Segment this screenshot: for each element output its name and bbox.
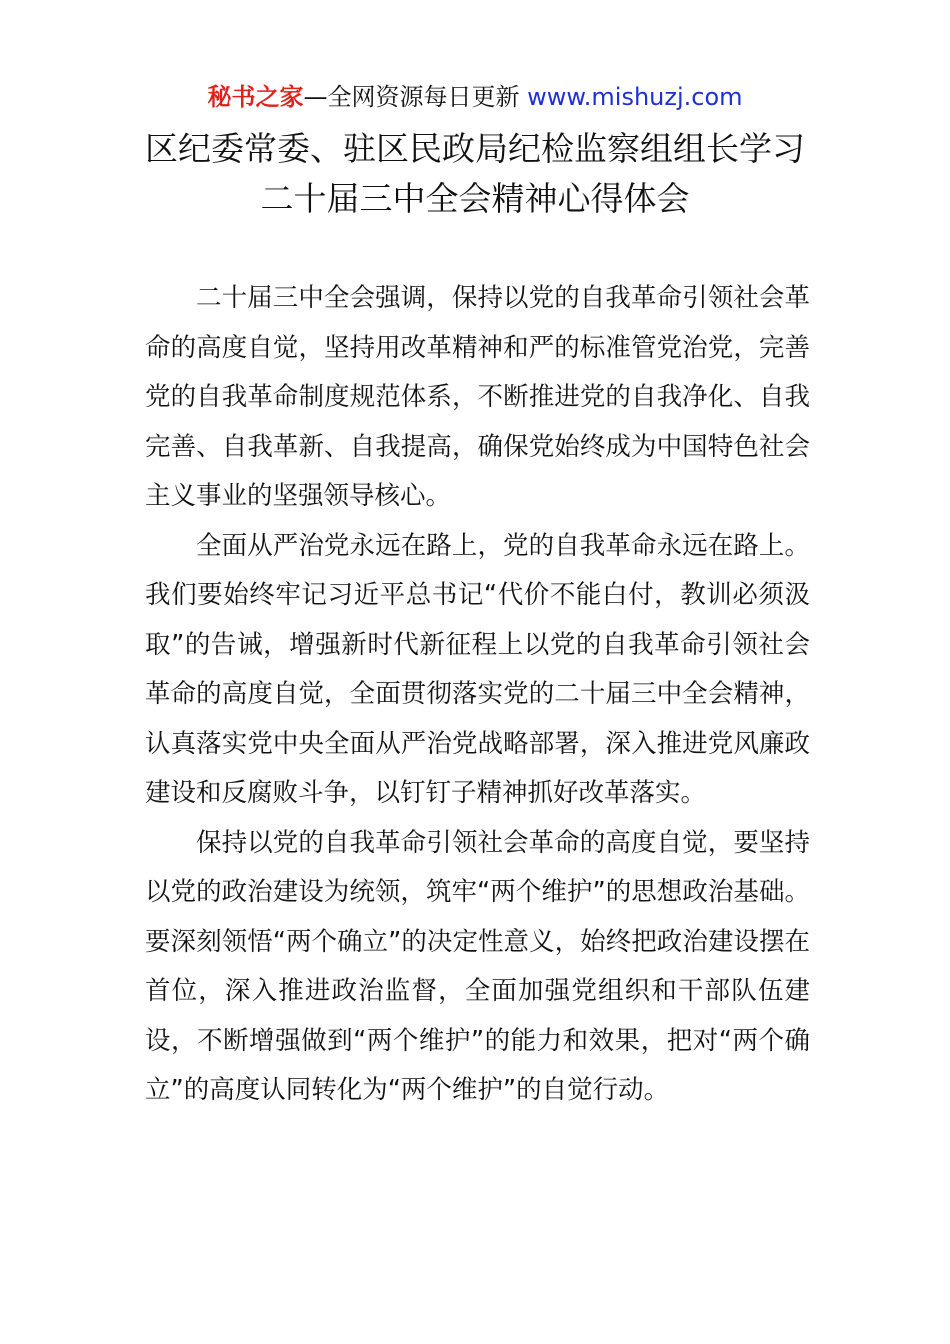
document-title (0, 124, 950, 224)
body-paragraph-2: 全面从严治党永远在路上，党的自我革命永远在路上。我们要始终牢记习近平总书记“代价不能白付，教训必须汲取”的告诫，增强新时代新征程上以党的自我革命引领社会革命的高度自觉，全面贯彻落实党的二十届三中全会精神，认真落实党中央全面从严治党战略部署，深入推进党风廉政建设和反腐败斗争，以钉钉子精神抓好改革落实。 (145, 530, 810, 808)
site-header (0, 80, 950, 114)
document-title-line-1: 区纪委常委、驻区民政局纪检监察组组长学习 (145, 129, 805, 168)
site-url-link[interactable]: www.mishuzj.com (527, 83, 743, 111)
site-brand: 秘书之家 (207, 83, 304, 111)
body-paragraph-1: 二十届三中全会强调，保持以党的自我革命引领社会革命的高度自觉，坚持用改革精神和严的标准管党治党，完善党的自我革命制度规范体系，不断推进党的自我净化、自我完善、自我革新、自我提高，确保党始终成为中国特色社会主义事业的坚强领导核心。 (145, 283, 810, 511)
body-paragraph-3: 保持以党的自我革命引领社会革命的高度自觉，要坚持以党的政治建设为统领，筑牢“两个维护”的思想政治基础。要深刻领悟“两个确立”的决定性意义，始终把政治建设摆在首位，深入推进政治监督，全面加强党组织和干部队伍建设，不断增强做到“两个维护”的能力和效果，把对“两个确立”的高度认同转化为“两个维护”的自觉行动。 (145, 827, 810, 1105)
site-tagline: —全网资源每日更新 (303, 83, 528, 111)
document-body (145, 274, 810, 1116)
document-title-line-2: 二十届三中全会精神心得体会 (260, 179, 690, 218)
